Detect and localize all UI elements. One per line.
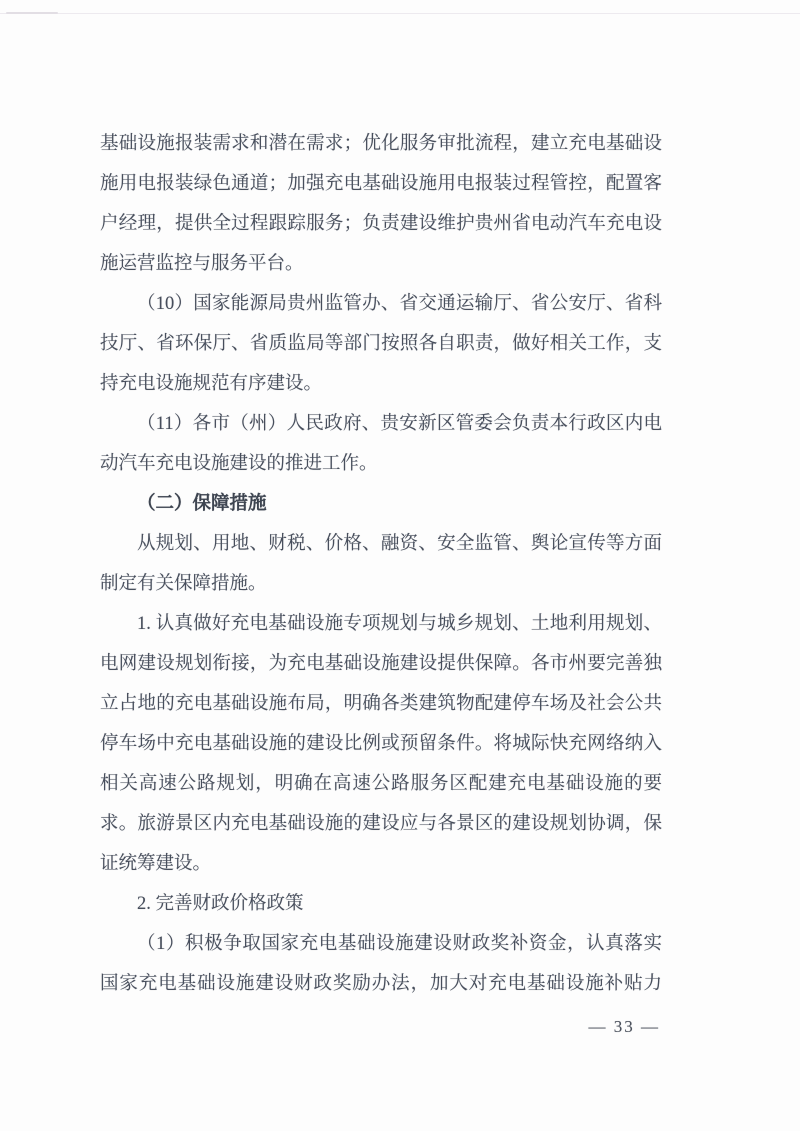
- document-line: 基础设施报装需求和潜在需求；优化服务审批流程，建立充电基础设: [100, 134, 662, 154]
- document-line: 停车场中充电基础设施的建设比例或预留条件。将城际快充网络纳入: [100, 734, 662, 754]
- document-line: 求。旅游景区内充电基础设施的建设应与各景区的建设规划协调，保: [100, 814, 662, 834]
- document-line: 1. 认真做好充电基础设施专项规划与城乡规划、土地利用规划、: [137, 614, 662, 634]
- document-line: 相关高速公路规划，明确在高速公路服务区配建充电基础设施的要: [100, 774, 662, 794]
- document-line: 动汽车充电设施建设的推进工作。: [100, 454, 378, 474]
- document-line: 证统筹建设。: [100, 854, 212, 874]
- scan-artifact-mark: [6, 12, 58, 14]
- scan-artifact-line: [0, 13, 800, 14]
- document-line: 户经理，提供全过程跟踪服务；负责建设维护贵州省电动汽车充电设: [100, 214, 662, 234]
- document-line: （10）国家能源局贵州监管办、省交通运输厅、省公安厅、省科: [137, 294, 662, 314]
- document-line: （二）保障措施: [137, 494, 267, 514]
- document-line: 制定有关保障措施。: [100, 574, 267, 594]
- document-line: 立占地的充电基础设施布局，明确各类建筑物配建停车场及社会公共: [100, 694, 662, 714]
- document-line: （1）积极争取国家充电基础设施建设财政奖补资金，认真落实: [137, 934, 662, 954]
- page-number: — 33 —: [588, 1017, 660, 1036]
- document-line: （11）各市（州）人民政府、贵安新区管委会负责本行政区内电: [137, 414, 662, 434]
- document-line: 国家充电基础设施建设财政奖励办法，加大对充电基础设施补贴力: [100, 974, 662, 994]
- document-line: 持充电设施规范有序建设。: [100, 374, 323, 394]
- document-line: 技厅、省环保厅、省质监局等部门按照各自职责，做好相关工作，支: [100, 334, 662, 354]
- document-text-block: [100, 124, 662, 1004]
- document-line: 2. 完善财政价格政策: [137, 894, 304, 914]
- document-line: 从规划、用地、财税、价格、融资、安全监管、舆论宣传等方面: [137, 534, 662, 554]
- document-line: 施运营监控与服务平台。: [100, 254, 304, 274]
- document-line: 施用电报装绿色通道；加强充电基础设施用电报装过程管控，配置客: [100, 174, 662, 194]
- document-line: 电网建设规划衔接，为充电基础设施建设提供保障。各市州要完善独: [100, 654, 662, 674]
